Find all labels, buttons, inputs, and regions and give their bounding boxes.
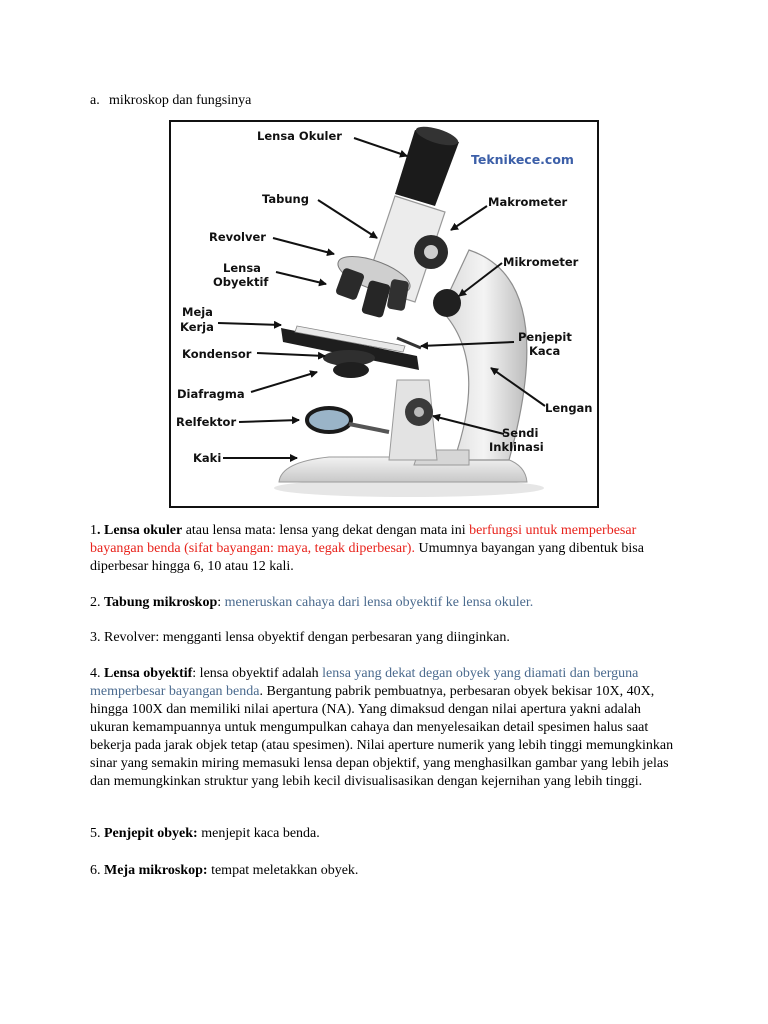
item-meja-mikroskop bbox=[90, 862, 682, 880]
microscope-diagram bbox=[169, 120, 599, 508]
label-meja-kerja-line1: Meja bbox=[182, 305, 213, 319]
label-lensa-okuler: Lensa Okuler bbox=[257, 129, 342, 143]
microscope-figure bbox=[169, 120, 599, 508]
item-term: . Lensa okuler bbox=[97, 523, 183, 538]
label-lengan: Lengan bbox=[545, 401, 593, 415]
heading-text: mikroskop dan fungsinya bbox=[109, 93, 252, 108]
highlighted-text-blue: meneruskan cahaya dari lensa obyektif ke lensa okuler. bbox=[224, 595, 534, 610]
label-diafragma: Diafragma bbox=[177, 387, 245, 401]
item-penjepit-obyek bbox=[90, 825, 682, 843]
label-lensa-obyektif-line2: Obyektif bbox=[213, 275, 269, 289]
item-text: 3. Revolver: mengganti lensa obyektif dengan perbesaran yang diinginkan. bbox=[90, 630, 510, 645]
item-term: Meja mikroskop: bbox=[104, 863, 208, 878]
item-text: : bbox=[217, 595, 225, 610]
item-revolver bbox=[90, 629, 682, 647]
label-tabung: Tabung bbox=[262, 192, 309, 206]
label-kondensor: Kondensor bbox=[182, 347, 252, 361]
item-tabung-mikroskop bbox=[90, 594, 682, 612]
item-number: 5. bbox=[90, 826, 104, 841]
label-kaki: Kaki bbox=[193, 451, 222, 465]
label-meja-kerja-line2: Kerja bbox=[180, 320, 214, 334]
item-term: Penjepit obyek: bbox=[104, 826, 198, 841]
item-text: menjepit kaca benda. bbox=[197, 826, 320, 841]
label-sendi-inklinasi-line1: Sendi bbox=[502, 426, 539, 440]
item-term: Lensa obyektif bbox=[104, 666, 193, 681]
item-text: : lensa obyektif adalah bbox=[192, 666, 323, 681]
item-text: Umumnya bayangan yang dibentuk bisa diperbesar hingga 6, 10 atau 12 kali. bbox=[90, 541, 644, 574]
label-revolver: Revolver bbox=[209, 230, 266, 244]
watermark-text: Teknikece.com bbox=[471, 152, 574, 167]
item-number: 4. bbox=[90, 666, 104, 681]
item-text: . Bergantung pabrik pembuatnya, perbesaran obyek bekisar 10X, 40X, hingga 100X dan memiliki nilai apertura (NA). Yang dimaksud dengan nilai apertura yakni adalah ukuran kemampuannya untuk mengumpulkan cahaya dan menyelesaikan detail spesimen halus saat bekerja pada jarak objek tetap (atau spesimen). Nilai aperture numerik yang lebih tinggi memungkinkan sinar yang semakin miring memasuki lensa depan objektif, yang menghasilkan gambar yang lebih jelas dan memungkinkan struktur yang lebih kecil divisualisasikan dengan kejernihan yang lebih tinggi. bbox=[90, 684, 674, 789]
label-sendi-inklinasi-line2: Inklinasi bbox=[489, 440, 544, 454]
label-lensa-obyektif-line1: Lensa bbox=[223, 261, 261, 275]
label-penjepit-kaca-line1: Penjepit bbox=[518, 330, 572, 344]
highlighted-text-red: berfungsi untuk memperbesar bayangan benda (sifat bayangan: maya, tegak diperbesar). bbox=[90, 523, 637, 556]
label-mikrometer: Mikrometer bbox=[503, 255, 579, 269]
label-makrometer: Makrometer bbox=[488, 195, 568, 209]
item-lensa-obyektif bbox=[90, 665, 682, 791]
item-term: Tabung mikroskop bbox=[104, 595, 218, 610]
label-relfektor: Relfektor bbox=[176, 415, 237, 429]
item-number: 1 bbox=[90, 523, 97, 538]
heading-marker: a. bbox=[90, 93, 100, 108]
item-text: tempat meletakkan obyek. bbox=[207, 863, 359, 878]
item-lensa-okuler bbox=[90, 522, 682, 576]
section-heading bbox=[90, 93, 251, 109]
highlighted-text-blue: lensa yang dekat degan obyek yang diamati dan berguna memperbesar bayangan benda bbox=[90, 666, 639, 699]
label-penjepit-kaca-line2: Kaca bbox=[529, 344, 561, 358]
item-text: atau lensa mata: lensa yang dekat dengan mata ini bbox=[182, 523, 470, 538]
item-number: 6. bbox=[90, 863, 104, 878]
item-number: 2. bbox=[90, 595, 104, 610]
